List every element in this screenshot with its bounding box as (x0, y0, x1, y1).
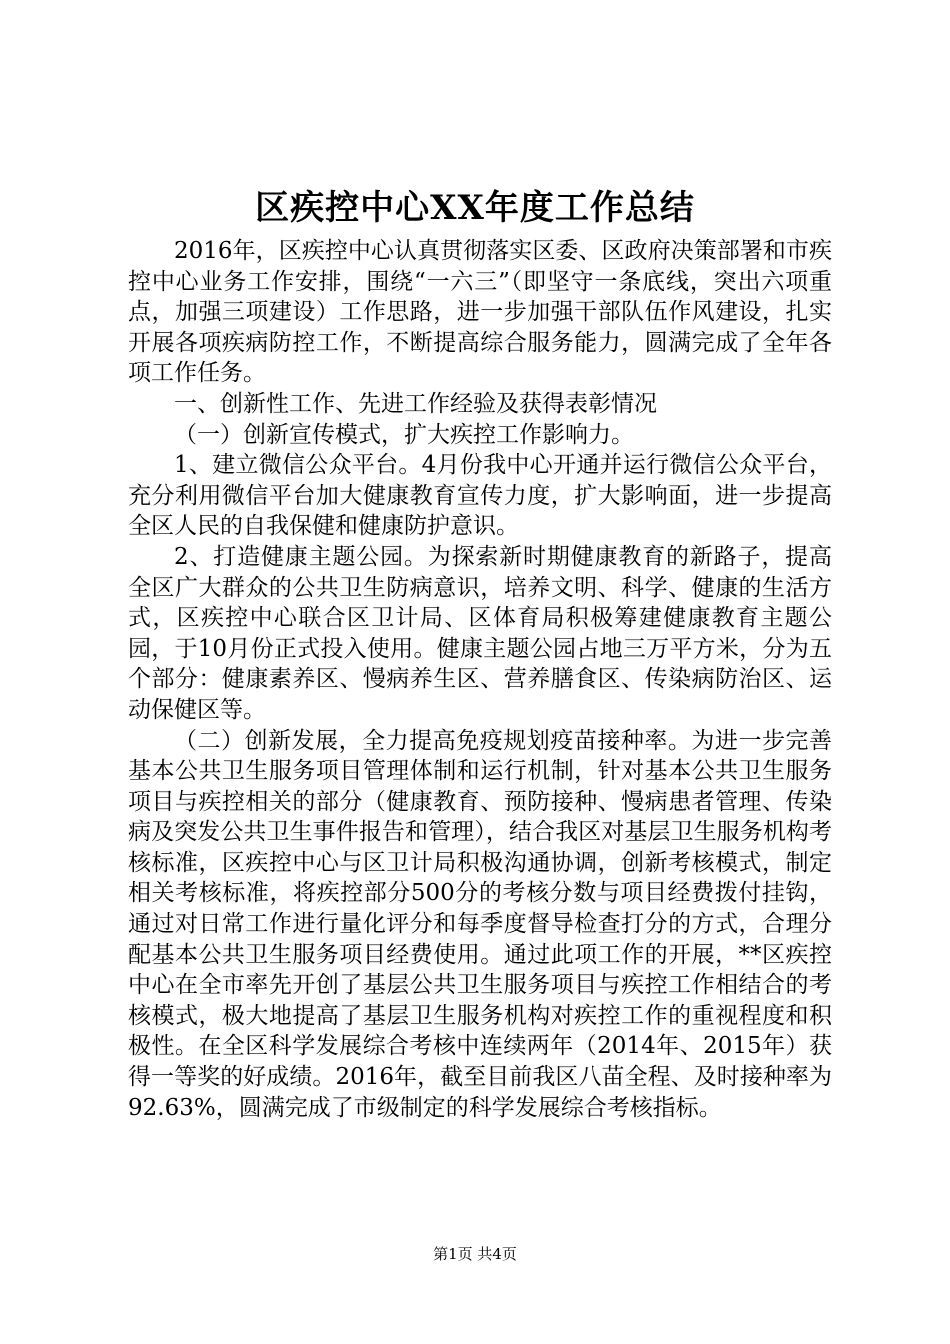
document-title: 区疾控中心XX年度工作总结 (255, 188, 695, 228)
document-body (128, 236, 832, 1123)
paragraph-health-park: 2、打造健康主题公园。为探索新时期健康教育的新路子，提高全区广大群众的公共卫生防病意识，培养文明、科学、健康的生活方式，区疾控中心联合区卫计局、区体育局积极筹建健康教育主题公园，于10月份正式投入使用。健康主题公园占地三万平方米，分为五个部分：健康素养区、慢病养生区、营养膳食区、传染病防治区、运动保健区等。 (128, 543, 832, 723)
page-footer: 第1页 共4页 (433, 1245, 517, 1263)
subsection-heading-1: （一）创新宣传模式，扩大疾控工作影响力。 (174, 421, 634, 448)
paragraph-immunization: （二）创新发展，全力提高免疫规划疫苗接种率。为进一步完善基本公共卫生服务项目管理体制和运行机制，针对基本公共卫生服务项目与疾控相关的部分（健康教育、预防接种、慢病患者管理、传染病及突发公共卫生事件报告和管理），结合我区对基层卫生服务机构考核标准，区疾控中心与区卫计局积极沟通协调，创新考核模式，制定相关考核标准，将疾控部分500分的考核分数与项目经费拨付挂钩，通过对日常工作进行量化评分和每季度督导检查打分的方式，合理分配基本公共卫生服务项目经费使用。通过此项工作的开展，**区疾控中心在全市率先开创了基层公共卫生服务项目与疾控工作相结合的考核模式，极大地提高了基层卫生服务机构对疾控工作的重视程度和积极性。在全区科学发展综合考核中连续两年（2014年、2015年）获得一等奖的好成绩。2016年，截至目前我区八苗全程、及时接种率为92.63%，圆满完成了市级制定的科学发展综合考核指标。 (128, 727, 832, 1121)
paragraph-intro: 2016年，区疾控中心认真贯彻落实区委、区政府决策部署和市疾控中心业务工作安排，围绕“一六三”（即坚守一条底线，突出六项重点，加强三项建设）工作思路，进一步加强干部队伍作风建设，扎实开展各项疾病防控工作，不断提高综合服务能力，圆满完成了全年各项工作任务。 (128, 238, 832, 387)
paragraph-wechat-platform: 1、建立微信公众平台。4月份我中心开通并运行微信公众平台，充分利用微信平台加大健康教育宣传力度，扩大影响面，进一步提高全区人民的自我保健和健康防护意识。 (128, 452, 832, 540)
section-heading-1: 一、创新性工作、先进工作经验及获得表彰情况 (174, 390, 657, 417)
